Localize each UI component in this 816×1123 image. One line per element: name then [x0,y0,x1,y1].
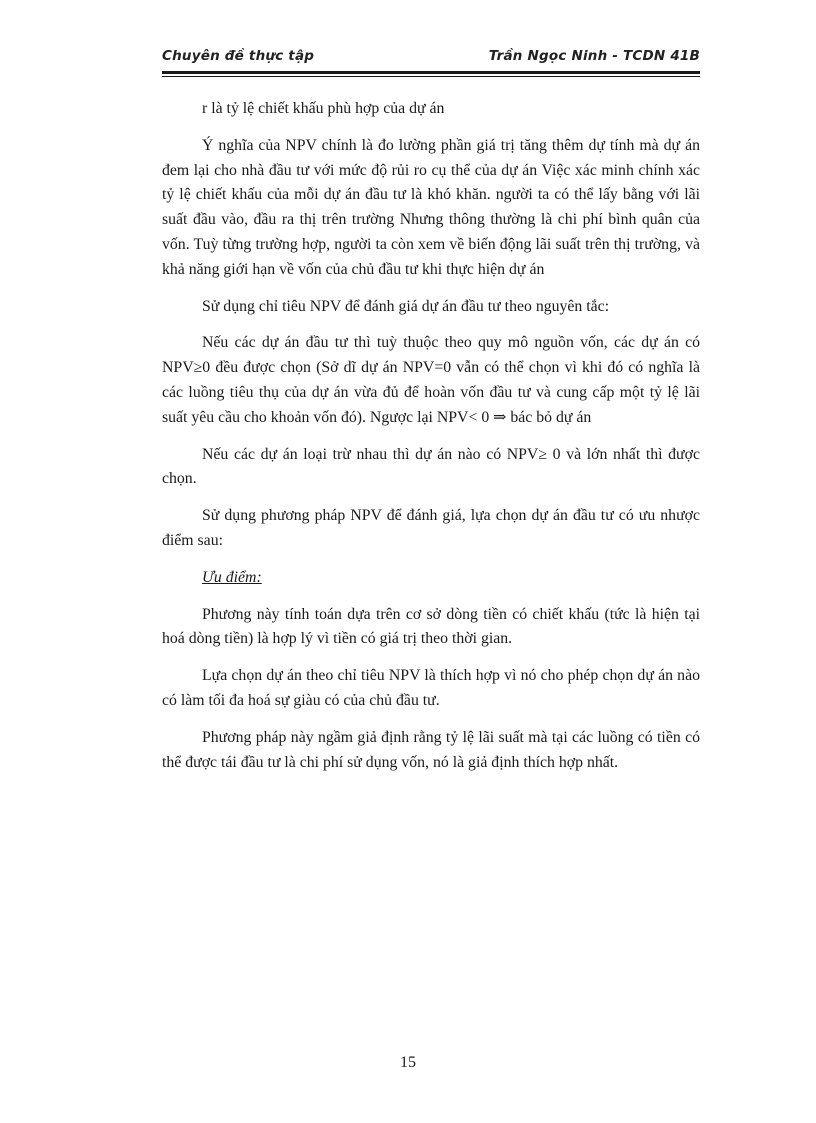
paragraph-npv-principle: Sử dụng chỉ tiêu NPV để đánh giá dự án đầu tư theo nguyên tắc: [202,297,610,315]
header-rule-thick [162,71,700,74]
page-header [162,46,700,72]
header-author: Trần Ngọc Ninh - TCDN 41B [488,48,700,64]
page-body [162,97,700,787]
advantage-item: Phương này tính toán dựa trên cơ sở dòng tiền có chiết khấu (tức là hiện tại hoá dòng tiền) là hợp lý vì tiền có giá trị theo thời gian. [162,605,700,648]
paragraph-npv-meaning: Ý nghĩa của NPV chính là đo lường phần giá trị tăng thêm dự tính mà dự án đem lại cho nhà đầu tư với mức độ rủi ro cụ thể của dự án Việc xác minh chính xác tỷ lệ chiết khấu của mỗi dự án đầu tư là khó khăn. người ta có thể lấy bằng với lãi suất đầu vào, đầu ra thị trên trường Nhưng thông thường là chi phí bình quân của vốn. Tuỳ từng trường hợp, người ta còn xem về biến động lãi suất trên thị trường, và khả năng giới hạn về vốn của chủ đầu tư khi thực hiện dự án [162,136,700,278]
paragraph-discount-rate: r là tỷ lệ chiết khấu phù hợp của dự án [202,100,445,117]
page-number: 15 [400,1054,416,1071]
header-document-type: Chuyên đề thực tập [162,48,315,64]
paragraph-pros-cons-intro: Sử dụng phương pháp NPV để đánh giá, lựa chọn dự án đầu tư có ưu nhược điểm sau: [162,507,700,549]
subheading-advantages: Ưu điểm: [202,568,262,586]
paragraph-mutually-exclusive: Nếu các dự án loại trừ nhau thì dự án nào có NPV≥ 0 và lớn nhất thì được chọn. [162,445,700,488]
advantage-item: Lựa chọn dự án theo chỉ tiêu NPV là thích hợp vì nó cho phép chọn dự án nào có làm tối đa hoá sự giàu có của chủ đầu tư. [162,667,700,709]
paragraph-independent-projects: Nếu các dự án đầu tư thì tuỳ thuộc theo quy mô nguồn vốn, các dự án có NPV≥0 đều được chọn (Sở dĩ dự án NPV=0 vẫn có thể chọn vì khi đó có nghĩa là các luồng tiêu thụ của dự án vừa đủ để hoàn vốn đầu tư và cung cấp một tỷ lệ lãi suất yêu cầu cho khoản vốn đó). Ngược lại NPV< 0 ⇒ bác bỏ dự án [162,334,700,426]
advantage-item: Phương pháp này ngầm giả định rằng tỷ lệ lãi suất mà tại các luồng có tiền có thể được tái đầu tư là chi phí sử dụng vốn, nó là giả định thích hợp nhất. [162,728,700,771]
header-rule-thin [162,76,700,77]
